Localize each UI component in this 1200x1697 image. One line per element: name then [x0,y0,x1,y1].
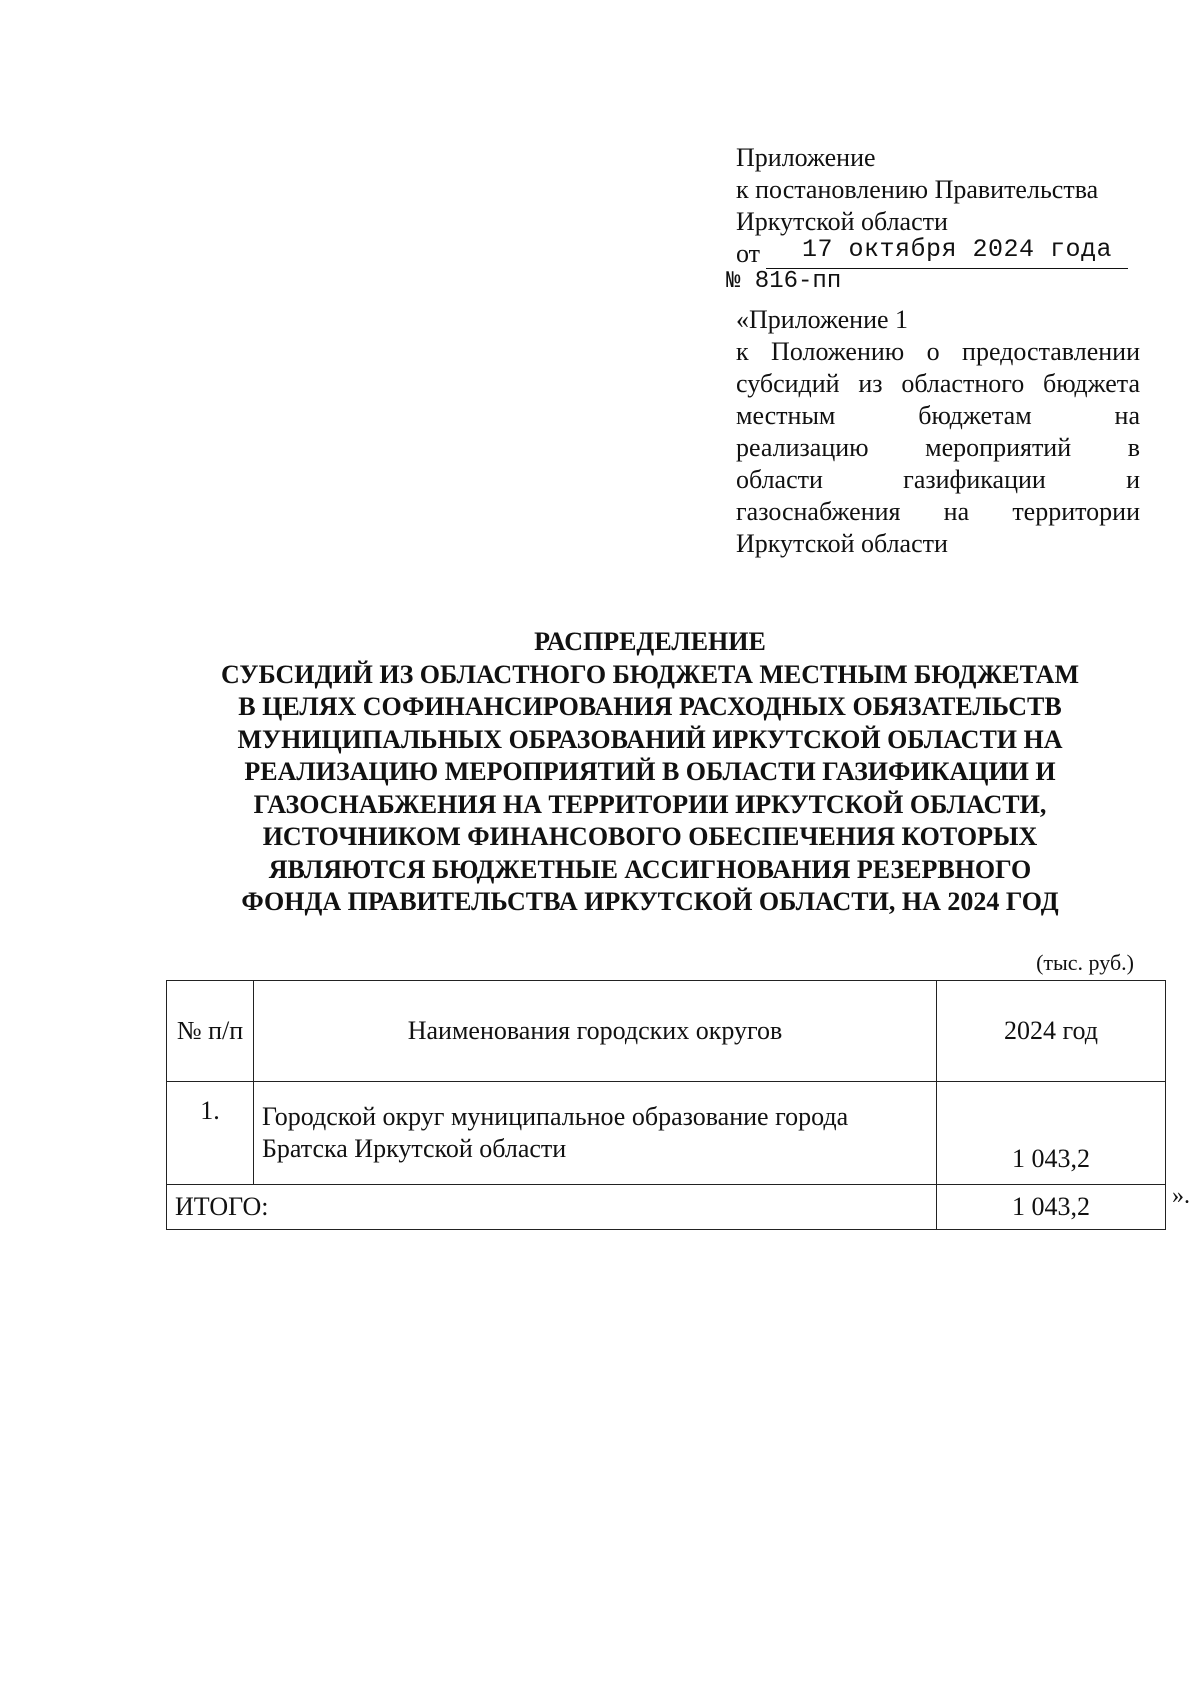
appendix-date-line [736,235,1140,268]
appendix-region-line: Иркутской области [736,207,948,236]
row-name-line: Городской округ муниципальное образование города [262,1102,849,1131]
date-value: 17 октября 2024 года [802,235,1113,264]
title-line: СУБСИДИЙ ИЗ ОБЛАСТНОГО БЮДЖЕТА МЕСТНЫМ БЮДЖЕТАМ [221,659,1079,689]
title-line: РЕАЛИЗАЦИЮ МЕРОПРИЯТИЙ В ОБЛАСТИ ГАЗИФИКАЦИИ И [244,757,1056,786]
resolution-number: № 816-пп [726,268,842,295]
table-total-row [167,1185,1166,1230]
date-prefix: от [736,239,761,268]
header-name: Наименования городских округов [254,981,937,1082]
appendix-title: Приложение [736,143,876,172]
title-line: ЯВЛЯЮТСЯ БЮДЖЕТНЫЕ АССИГНОВАНИЯ РЕЗЕРВНОГО [268,854,1032,884]
row-value: 1 043,2 [937,1082,1166,1185]
title-line: ИСТОЧНИКОМ ФИНАНСОВОГО ОБЕСПЕЧЕНИЯ КОТОРЫХ [262,822,1038,851]
header-year: 2024 год [937,981,1166,1082]
total-label: ИТОГО: [167,1185,937,1230]
sub-appendix-line: местным бюджетам на [736,401,1140,430]
unit-label: (тыс. руб.) [1036,950,1134,975]
closing-quote: ». [1172,1183,1190,1209]
title-line: МУНИЦИПАЛЬНЫХ ОБРАЗОВАНИЙ ИРКУТСКОЙ ОБЛАСТИ НА [237,724,1063,754]
row-name-line: Братска Иркутской области [262,1134,567,1163]
table-row [167,1082,1166,1185]
total-value: 1 043,2 [937,1185,1166,1230]
appendix-block [726,142,1140,560]
sub-appendix-line: реализацию мероприятий в [736,433,1140,462]
title-line: ФОНДА ПРАВИТЕЛЬСТВА ИРКУТСКОЙ ОБЛАСТИ, НА 2024 ГОД [241,887,1059,916]
sub-appendix-title: «Приложение 1 [736,305,909,334]
title-line: РАСПРЕДЕЛЕНИЕ [534,627,766,656]
sub-appendix-line: газоснабжения на территории [736,497,1140,526]
sub-appendix-line: к Положению о предоставлении [736,337,1140,366]
appendix-resolution-line: к постановлению Правительства [736,175,1099,204]
title-line: ГАЗОСНАБЖЕНИЯ НА ТЕРРИТОРИИ ИРКУТСКОЙ ОБЛАСТИ, [253,789,1047,819]
document-title [150,626,1150,919]
table-header-row [167,981,1166,1082]
row-number: 1. [167,1082,254,1185]
title-line: В ЦЕЛЯХ СОФИНАНСИРОВАНИЯ РАСХОДНЫХ ОБЯЗАТЕЛЬСТВ [238,692,1062,721]
distribution-table [166,980,1166,1230]
row-name [254,1082,937,1185]
sub-appendix-line: области газификации и [736,465,1140,494]
sub-appendix-last-line: Иркутской области [736,529,948,558]
sub-appendix-line: субсидий из областного бюджета [736,369,1140,398]
header-number: № п/п [167,981,254,1082]
